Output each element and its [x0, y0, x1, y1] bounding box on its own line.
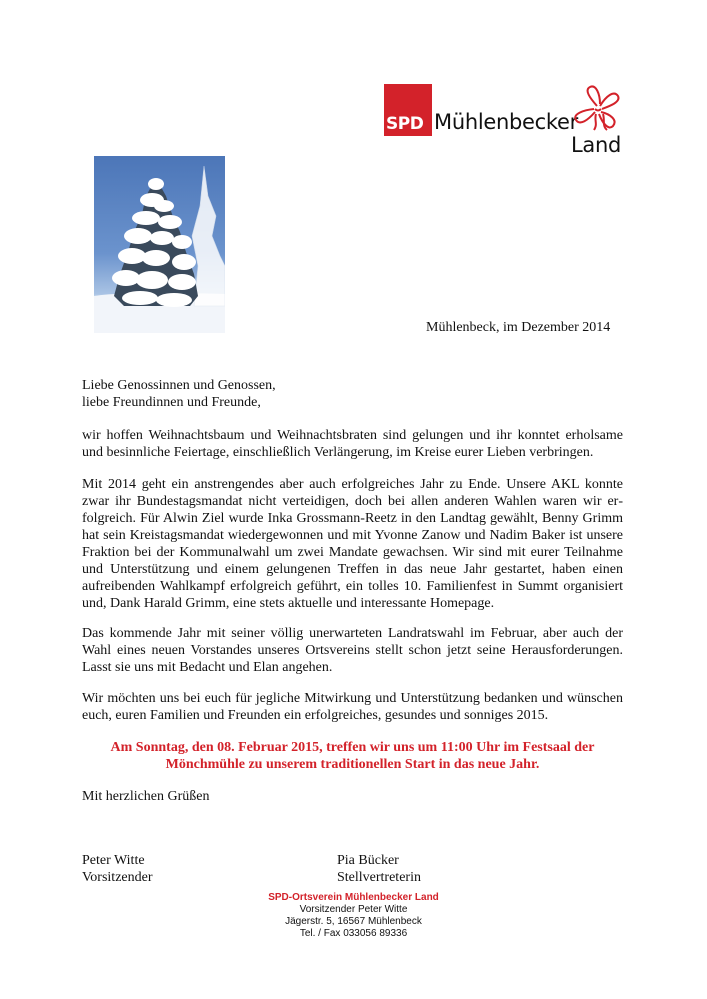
signature-role: Stellvertreterin [337, 870, 421, 885]
paragraph-intro: wir hoffen Weihnachtsbaum und Weihnachtsbraten sind gelungen und ihr konntet erholsame und besinnliche Feiertage, einschließlich Verlängerung, im Kreise eurer Lieben verbringen. [82, 428, 623, 460]
salutation [82, 377, 623, 411]
footer-chair: Vorsitzender Peter Witte [299, 904, 408, 915]
footer-org: SPD-Ortsverein Mühlenbecker Land [268, 892, 439, 903]
salutation-line: Liebe Genossinnen und Genossen, [82, 378, 276, 393]
event-notice-line: Am Sonntag, den 08. Februar 2015, treffen wir uns um 11:00 Uhr im Festsaal der [110, 740, 595, 755]
spd-logo-text: SPD [386, 114, 424, 134]
flower-icon [572, 84, 622, 134]
logo-name-line2: Land [571, 133, 622, 157]
signature-name: Pia Bücker [337, 853, 399, 868]
letter-footer [200, 892, 507, 940]
signature-role: Vorsitzender [82, 870, 153, 885]
salutation-line: liebe Freundinnen und Freunde, [82, 395, 261, 410]
footer-phone: Tel. / Fax 033056 89336 [299, 928, 408, 939]
signature-deputy [337, 852, 421, 886]
event-notice [82, 739, 623, 773]
paragraph-outlook-2015: Das kommende Jahr mit seiner völlig unerwarteten Landratswahl im Februar, aber auch der Wahl eines neuen Vorstandes unseres Ortsvereins stellt schon jetzt seine Herausforderungen. Lasst sie uns mit Bedacht und Elan angehen. [82, 626, 623, 675]
paragraph-review-2014: Mit 2014 geht ein anstrengendes aber auch erfolgreiches Jahr zu Ende. Unsere AKL konnte zwar ihr Bundestagsmandat nicht verteidigen, doch bei allen anderen Wahlen waren wir erfolgreich. Für Alwin Ziel wurde Inka Grossmann-Reetz in den Landtag gewählt, Benny Grimm hat sein Kreistagsmandat wiedergewonnen und mit Yvonne Zanow und Nadim Baker ist unsere Fraktion bei der Kommunalwahl um zwei Mandate gewachsen. Wir sind mit eurer Teilnahme und Unterstützung und einem gelungenen Treffen in das neue Jahr gestartet, haben einen aufreibenden Wahlkampf erfolgreich geführt, ein tolles 10. Familienfest in Summt organisiert und, Dank Harald Grimm, eine stets aktuelle und interessante Homepage. [82, 477, 623, 611]
dateline: Mühlenbeck, im Dezember 2014 [426, 320, 611, 335]
event-notice-line: Mönchmühle zu unserem traditionellen Start in das neue Jahr. [165, 757, 540, 772]
logo-name-line1: Mühlenbecker [434, 110, 578, 134]
snowy-tree-image [94, 156, 225, 333]
christmas-tree-photo [94, 156, 225, 333]
paragraph-thanks: Wir möchten uns bei euch für jegliche Mitwirkung und Unterstützung bedanken und wünschen euch, euren Familien und Freunden ein erfolgreiches, gesundes und sonniges 2015. [82, 691, 623, 723]
footer-address: Jägerstr. 5, 16567 Mühlenbeck [285, 916, 422, 927]
signature-name: Peter Witte [82, 853, 145, 868]
closing: Mit herzlichen Grüßen [82, 789, 210, 804]
signature-chair [82, 852, 153, 886]
